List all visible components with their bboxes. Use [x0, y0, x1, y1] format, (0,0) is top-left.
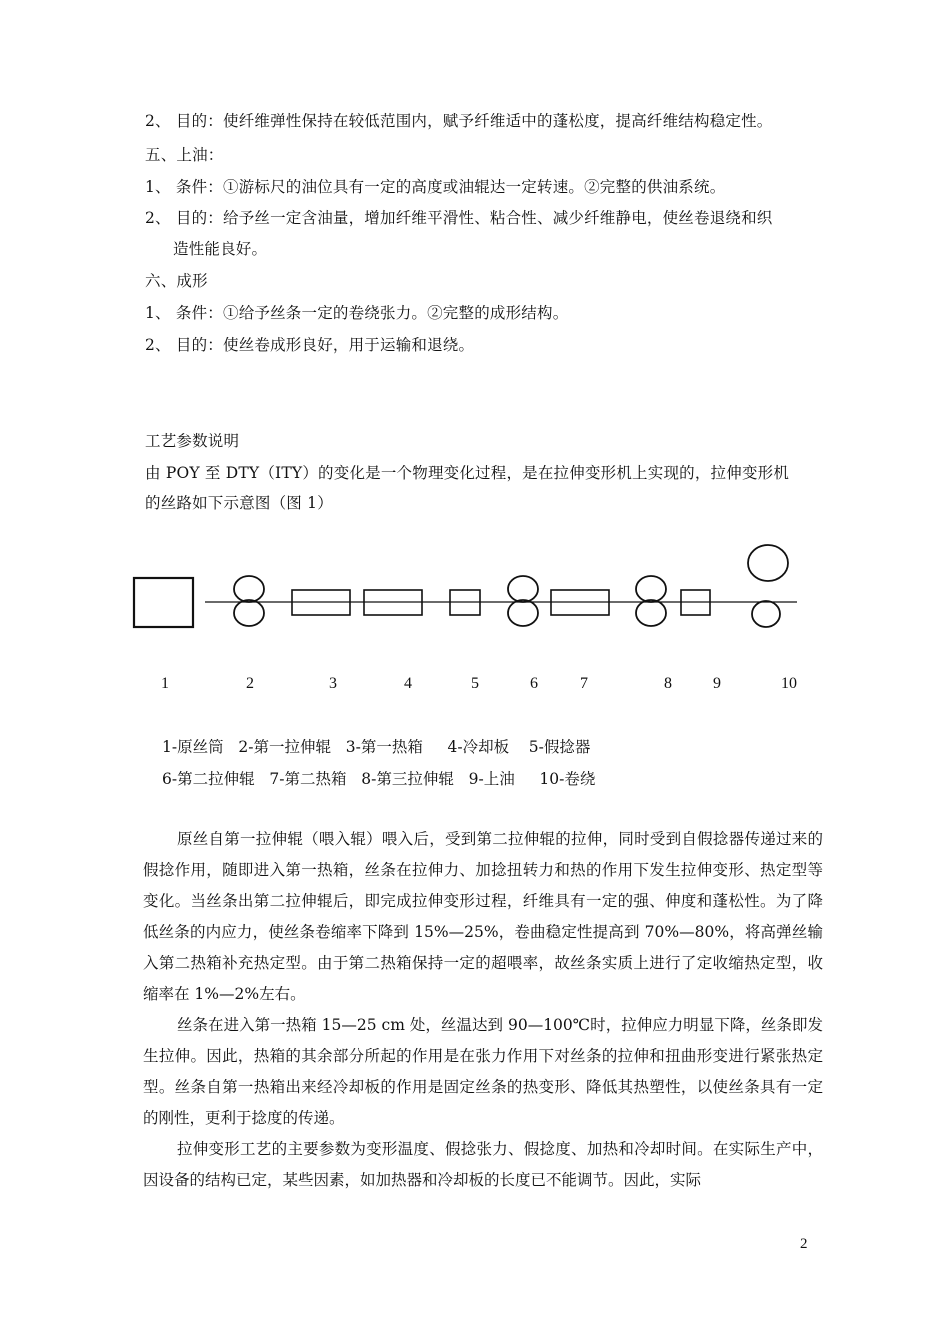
intro-line: 由 POY 至 DTY（ITY）的变化是一个物理变化过程，是在拉伸变形机上实现的，拉伸变形机: [145, 464, 790, 482]
diagram-legend-line: 6-第二拉伸辊 7-第二热箱 8-第三拉伸辊 9-上油 10-卷绕: [162, 770, 596, 788]
second-draw-roller-top: [508, 576, 538, 602]
text-line: 六、成形: [145, 272, 208, 290]
supply-package-box: [134, 578, 193, 627]
diagram-legend-line: 1-原丝筒 2-第一拉伸辊 3-第一热箱 4-冷却板 5-假捻器: [162, 738, 591, 756]
first-draw-roller-bottom: [234, 600, 264, 626]
body-text: [143, 824, 823, 1196]
third-draw-roller-bottom: [636, 600, 666, 626]
diagram-label: 4: [404, 675, 412, 692]
first-draw-roller-top: [234, 576, 264, 602]
diagram-label: 5: [471, 675, 479, 692]
text-line: 2、 目的：使丝卷成形良好，用于运输和退绕。: [145, 336, 475, 354]
diagram-label: 2: [246, 675, 254, 692]
text-line: 造性能良好。: [173, 240, 268, 258]
diagram-label: 8: [664, 675, 672, 692]
text-line: 1、 条件：①游标尺的油位具有一定的高度或油辊达一定转速。②完整的供油系统。: [145, 178, 726, 196]
yarn-path-diagram: [0, 530, 950, 710]
page-number: 2: [800, 1236, 808, 1252]
diagram-label: 7: [580, 675, 588, 692]
winding-package: [748, 545, 788, 581]
text-line: 1、 条件：①给予丝条一定的卷绕张力。②完整的成形结构。: [145, 304, 569, 322]
text-line: 2、 目的：给予丝一定含油量，增加纤维平滑性、粘合性、减少纤维静电，使丝卷退绕和织: [145, 209, 773, 227]
diagram-label: 3: [329, 675, 337, 692]
diagram-label: 9: [713, 675, 721, 692]
diagram-label: 1: [161, 675, 169, 692]
third-draw-roller-top: [636, 576, 666, 602]
paragraph: 丝条在进入第一热箱 15—25 cm 处，丝温达到 90—100℃时，拉伸应力明显下降，丝条即发生拉伸。因此，热箱的其余部分所起的作用是在张力作用下对丝条的拉伸和扭曲形变进行紧张热定型。丝条自第一热箱出来经冷却板的作用是固定丝条的热变形、降低其热塑性，以使丝条具有一定的刚性，更利于捻度的传递。: [143, 1016, 823, 1127]
second-draw-roller-bottom: [508, 600, 538, 626]
text-line: 2、 目的：使纤维弹性保持在较低范围内，赋予纤维适中的蓬松度，提高纤维结构稳定性。: [145, 112, 773, 130]
paragraph: 原丝自第一拉伸辊（喂入辊）喂入后，受到第二拉伸辊的拉伸，同时受到自假捻器传递过来的假捻作用，随即进入第一热箱，丝条在拉伸力、加捻扭转力和热的作用下发生拉伸变形、热定型等变化。当丝条出第二拉伸辊后，即完成拉伸变形过程，纤维具有一定的强、伸度和蓬松性。为了降低丝条的内应力，使丝条卷缩率下降到 15%—25%，卷曲稳定性提高到 70%—80%，将高弹丝输入第二热箱补充热定型。由于第二热箱保持一定的超喂率，故丝条实质上进行了定收缩热定型，收缩率在 1%—2%左右。: [143, 830, 823, 1003]
diagram-label: 6: [530, 675, 538, 692]
text-line: 五、上油：: [145, 146, 224, 164]
intro-line: 的丝路如下示意图（图 1）: [145, 494, 333, 512]
paragraph: 拉伸变形工艺的主要参数为变形温度、假捻张力、假捻度、加热和冷却时间。在实际生产中，因设备的结构已定，某些因素，如加热器和冷却板的长度已不能调节。因此，实际: [143, 1140, 823, 1189]
diagram-label: 10: [781, 675, 797, 692]
section-title: 工艺参数说明: [145, 432, 240, 450]
winding-roller: [752, 601, 780, 627]
